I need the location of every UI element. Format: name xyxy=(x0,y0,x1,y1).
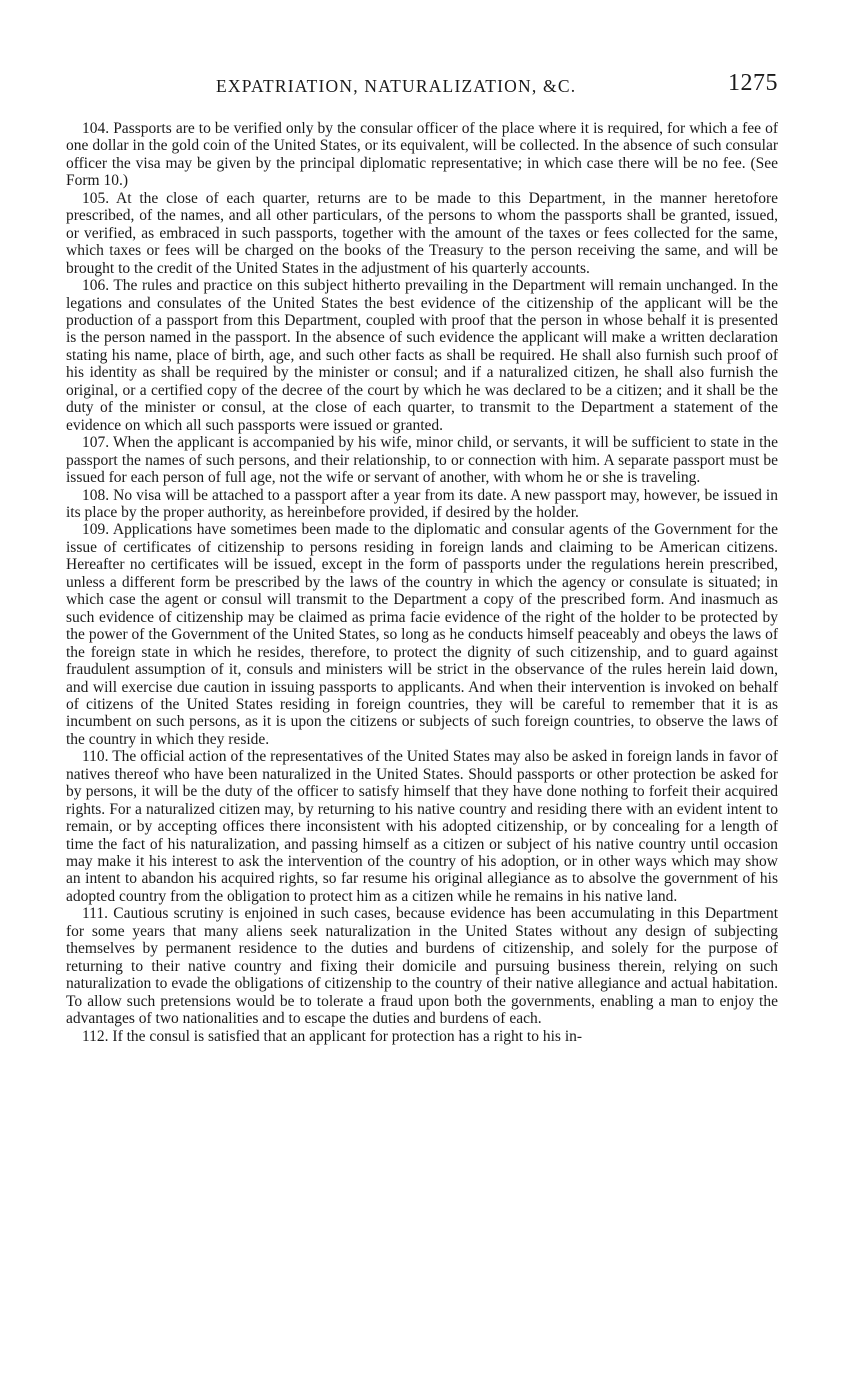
paragraph-112: 112. If the consul is satisfied that an applicant for protection has a right to his in- xyxy=(82,1027,583,1045)
page-header xyxy=(66,68,778,108)
document-page xyxy=(66,68,778,1045)
paragraph-107: 107. When the applicant is accompanied by his wife, minor child, or servants, it will be sufficient to state in the passport the names of such persons, and their relationship, to or connection with him. A separate passport must be issued for each person of full age, not the wife or servant of another, with whom he or she is traveling. xyxy=(66,434,778,487)
paragraph-105: 105. At the close of each quarter, returns are to be made to this Department, in the manner heretofore prescribed, of the names, and all other particulars, of the persons to whom the passports shall be granted, issued, or verified, as embraced in such passports, together with the amount of the taxes or fees collected for the same, which taxes or fees will be charged on the books of the Treasury to the person receiving the same, and will be brought to the credit of the United States in the adjustment of his quarterly accounts. xyxy=(66,189,778,277)
paragraph-111: 111. Cautious scrutiny is enjoined in such cases, because evidence has been accumulating in this Department for some years that many aliens seek naturalization in the United States without any design of subjecting themselves by permanent residence to the duties and burdens of citizenship, and solely for the purpose of returning to their native country and fixing their domicile and pursuing business therein, relying on such naturalization to evade the obligations of citizenship to the country of their native allegiance and actual habitation. To allow such pretensions would be to tolerate a fraud upon both the governments, enabling a man to enjoy the advantages of two nationalities and to escape the duties and burdens of each. xyxy=(66,905,778,1028)
paragraph-108: 108. No visa will be attached to a passport after a year from its date. A new passport may, however, be issued in its place by the proper authority, as hereinbefore provided, if desired by the holder. xyxy=(66,486,778,521)
paragraph-110: 110. The official action of the representatives of the United States may also be asked in foreign lands in favor of natives thereof who have been naturalized in the United States. Should passports or other protection be asked for by persons, it will be the duty of the officer to satisfy himself that they have done nothing to forfeit their acquired rights. For a naturalized citizen may, by returning to his native country and residing there with an evident intent to remain, or by accepting offices there inconsistent with his adopted citizenship, or by concealing for a length of time the fact of his naturalization, and passing himself as a citizen or subject of his native country until occasion may make it his interest to ask the intervention of the country of his adoption, or in other ways which may show an intent to abandon his acquired rights, so far resume his original allegiance as to absolve the government of his adopted country from the obligation to protect him as a citizen while he remains in his native land. xyxy=(66,748,778,905)
paragraph-106: 106. The rules and practice on this subject hitherto prevailing in the Department will remain unchanged. In the legations and consulates of the United States the best evidence of the citizenship of the applicant will be the production of a passport from this Department, coupled with proof that the person in whose behalf it is presented is the person named in the passport. In the absence of such evidence the applicant will make a written declaration stating his name, place of birth, age, and such other facts as shall be required. He shall also furnish such proof of his identity as shall be required by the minister or consul; and if a naturalized citizen, he shall also furnish the original, or a certified copy of the decree of the court by which he was declared to be a citizen; and it shall be the duty of the minister or consul, at the close of each quarter, to transmit to the Department a statement of the evidence on which all such passports were issued or granted. xyxy=(66,277,778,434)
running-title: EXPATRIATION, NATURALIZATION, &C. xyxy=(216,76,577,96)
body-text xyxy=(66,120,778,1045)
paragraph-104: 104. Passports are to be verified only by the consular officer of the place where it is required, for which a fee of one dollar in the gold coin of the United States, or its equivalent, will be collected. In the absence of such consular officer the visa may be given by the principal diplomatic representative; in which case there will be no fee. (See Form 10.) xyxy=(66,120,778,190)
paragraph-109: 109. Applications have sometimes been made to the diplomatic and consular agents of the Government for the issue of certificates of citizenship to persons residing in foreign lands and claiming to be American citizens. Hereafter no certificates will be issued, except in the form of passports under the regulations herein prescribed, unless a different form be prescribed by the laws of the country in which the agency or consulate is situated; in which case the agent or consul will transmit to the Department a copy of the prescribed form. And inasmuch as such evidence of citizenship may be claimed as prima facie evidence of the right of the holder to be protected by the power of the Government of the United States, so long as he conducts himself peaceably and obeys the laws of the foreign state in which he resides, therefore, to protect the dignity of such citizenship, and to guard against fraudulent assumption of it, consuls and ministers will be strict in the observance of the rules herein laid down, and will exercise due caution in issuing passports to applicants. And when their intervention is invoked on behalf of citizens of the United States residing in foreign countries, they will be careful to remember that it is as incumbent on such persons, as it is upon the citizens or subjects of such foreign countries, to observe the laws of the country in which they reside. xyxy=(66,521,778,748)
page-number: 1275 xyxy=(728,70,778,96)
